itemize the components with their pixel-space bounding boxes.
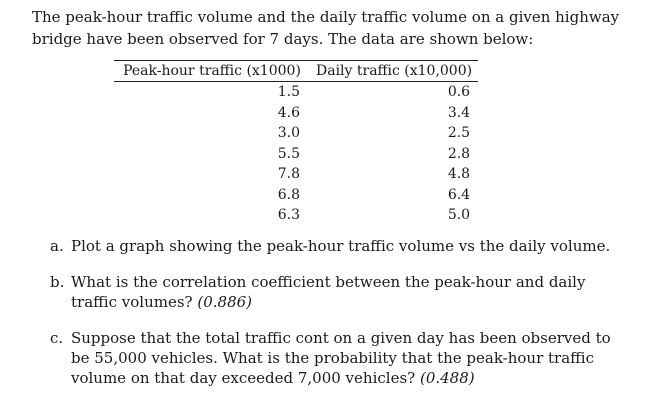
peak-hour-cell: 6.8 — [277, 186, 300, 203]
peak-hour-cell: 1.5 — [277, 84, 300, 101]
question-line: traffic volumes? — [71, 293, 193, 311]
daily-cell: 6.4 — [447, 186, 471, 203]
daily-cell: 0.6 — [447, 84, 471, 101]
peak-hour-cell: 7.8 — [277, 166, 300, 183]
table-header-row — [114, 61, 478, 82]
question-text — [71, 236, 611, 256]
question-line: Suppose that the total traffic cont on a given day has been observed to — [71, 329, 611, 347]
daily-cell: 4.8 — [447, 166, 471, 183]
table-row — [114, 185, 478, 206]
peak-hour-cell: 5.5 — [277, 145, 300, 162]
table-row — [114, 144, 478, 165]
answer-value: (0.488) — [419, 369, 475, 387]
question-line: Plot a graph showing the peak-hour traffic volume vs the daily volume. — [71, 237, 611, 255]
question-label: a. — [50, 237, 64, 255]
column-header-peak-hour: Peak-hour traffic (x1000) — [114, 61, 310, 82]
question-line: be 55,000 vehicles. What is the probability that the peak-hour traffic — [71, 349, 595, 367]
daily-cell: 5.0 — [447, 207, 471, 224]
table-row — [114, 103, 478, 124]
question-line: What is the correlation coefficient between the peak-hour and daily — [71, 273, 586, 291]
daily-cell: 3.4 — [447, 104, 471, 121]
question-text — [71, 328, 611, 388]
daily-cell: 2.5 — [447, 125, 471, 142]
peak-hour-cell: 4.6 — [277, 104, 300, 121]
question-label: b. — [50, 273, 65, 291]
table-row — [114, 164, 478, 185]
table-row — [114, 123, 478, 144]
question-line-with-answer — [71, 368, 591, 388]
table-row — [114, 82, 478, 103]
traffic-data-table — [114, 60, 478, 226]
answer-value: (0.886) — [197, 293, 253, 311]
peak-hour-cell: 6.3 — [277, 207, 300, 224]
question-text — [71, 272, 591, 312]
question-line: volume on that day exceeded 7,000 vehicles? — [71, 369, 416, 387]
intro-line-1: The peak-hour traffic volume and the daily traffic volume on a given highway — [32, 8, 620, 26]
question-label: c. — [50, 329, 64, 347]
problem-intro — [32, 6, 620, 50]
column-header-daily: Daily traffic (x10,000) — [310, 61, 478, 82]
peak-hour-cell: 3.0 — [277, 125, 300, 142]
intro-line-2: bridge have been observed for 7 days. The data are shown below: — [32, 30, 534, 48]
table-row — [114, 205, 478, 226]
daily-cell: 2.8 — [447, 145, 471, 162]
question-line-with-answer — [71, 292, 591, 312]
